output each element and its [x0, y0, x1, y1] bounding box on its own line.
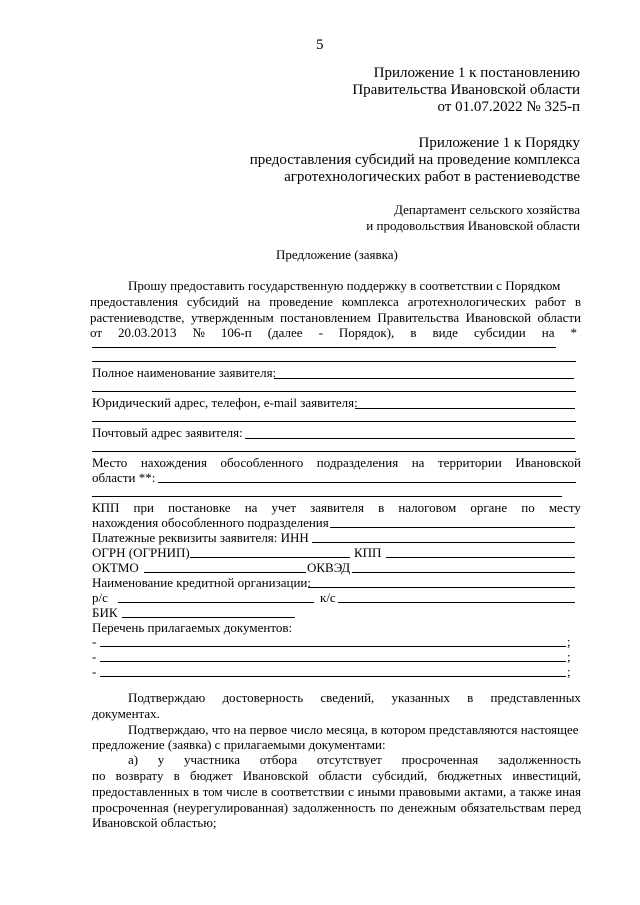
- intro-word: (далее: [267, 325, 303, 340]
- oktmo-label: ОКТМО: [92, 560, 139, 575]
- intro-line2: предоставления субсидий на проведение комплекса агротехнологических работ в: [90, 294, 581, 309]
- location-field[interactable]: [158, 482, 576, 483]
- confirm2-line1: Подтверждаю, что на первое число месяца, в котором представляются настоящее: [128, 722, 579, 737]
- location-word: Место: [92, 455, 128, 470]
- legal-address-field-line2[interactable]: [92, 421, 576, 422]
- confirm1-line2: документах.: [92, 706, 160, 721]
- kpp-word: постановке: [168, 500, 231, 515]
- okved-field[interactable]: [352, 572, 575, 573]
- kpp-subdivision-label-line1: [92, 500, 581, 515]
- item-a-word: у: [157, 752, 165, 767]
- bik-field[interactable]: [122, 617, 295, 618]
- item-a-line3: предоставленных в том числе в соответствии с иными правовыми актами, а также иная: [92, 784, 581, 799]
- intro-word: №: [192, 325, 205, 340]
- intro-word: -: [318, 325, 323, 340]
- kpp-word: при: [133, 500, 154, 515]
- legal-address-label: Юридический адрес, телефон, e-mail заявителя:: [92, 395, 358, 410]
- kpp-label: КПП: [354, 545, 382, 560]
- item-a-line5: Ивановской областью;: [92, 815, 217, 830]
- kpp-word: органе: [470, 500, 508, 515]
- location-word: территории: [438, 455, 502, 470]
- intro-word: на: [541, 325, 555, 340]
- item-a-word: просроченная: [401, 752, 479, 767]
- kpp-word: на: [244, 500, 258, 515]
- kpp-word: в: [378, 500, 385, 515]
- document-entry-field[interactable]: [100, 676, 566, 677]
- appendix-procedure-line3: агротехнологических работ в растениеводстве: [284, 169, 580, 185]
- item-a-line1: [128, 752, 581, 767]
- confirm1-line1: [128, 690, 581, 705]
- intro-word: 20.03.2013: [118, 325, 177, 340]
- legal-address-field[interactable]: [355, 408, 575, 409]
- location-field-line2[interactable]: [92, 496, 562, 497]
- intro-word: *: [570, 325, 577, 340]
- blank-line[interactable]: [92, 361, 576, 362]
- confirm1-word: представленных: [490, 690, 581, 705]
- item-a-word: отбора: [259, 752, 298, 767]
- location-label-line2: области **:: [92, 470, 156, 485]
- intro-word: от: [90, 325, 103, 340]
- addressee-line1: Департамент сельского хозяйства: [394, 202, 580, 217]
- intro-word: 106-п: [220, 325, 252, 340]
- bik-label: БИК: [92, 605, 118, 620]
- kpp-word: заявителя: [310, 500, 365, 515]
- kpp-word: учет: [271, 500, 297, 515]
- location-word: обособленного: [220, 455, 304, 470]
- kpp-word: по: [521, 500, 535, 515]
- full-name-field-line2[interactable]: [92, 391, 576, 392]
- intro-line3: растениеводстве, утвержденным постановлением Правительства Ивановской области: [90, 310, 581, 325]
- intro-line4: [90, 325, 577, 340]
- intro-word: субсидии: [473, 325, 526, 340]
- document-entry-field[interactable]: [100, 646, 566, 647]
- document-title: Предложение (заявка): [276, 247, 398, 262]
- item-a-word: участника: [183, 752, 241, 767]
- item-a-word: отсутствует: [316, 752, 382, 767]
- item-a-word: а): [128, 752, 139, 767]
- confirm1-word: достоверность: [222, 690, 304, 705]
- correspondent-account-label: к/с: [320, 590, 336, 605]
- ogrn-label: ОГРН (ОГРНИП): [92, 545, 190, 560]
- list-semicolon: ;: [567, 664, 571, 679]
- list-dash: -: [92, 664, 97, 679]
- confirm2-line2: предложение (заявка) с прилагаемыми документами:: [92, 737, 386, 752]
- document-entry-field[interactable]: [100, 661, 566, 662]
- location-word: подразделения: [316, 455, 399, 470]
- inn-field[interactable]: [312, 542, 575, 543]
- item-a-word: задолженность: [497, 752, 581, 767]
- list-dash: -: [92, 649, 97, 664]
- bank-name-field[interactable]: [308, 587, 575, 588]
- attached-documents-label: Перечень прилагаемых документов:: [92, 620, 293, 635]
- settlement-account-label: р/с: [92, 590, 108, 605]
- item-a-line4: просроченная (неурегулированная) задолженность по денежным обязательствам перед: [92, 800, 581, 815]
- confirm1-word: Подтверждаю: [128, 690, 206, 705]
- correspondent-account-field[interactable]: [338, 602, 575, 603]
- subsidy-purpose-line[interactable]: [92, 347, 556, 348]
- appendix-procedure-line1: Приложение 1 к Порядку: [418, 135, 580, 151]
- intro-word: Порядок),: [338, 325, 395, 340]
- kpp-word: налоговом: [398, 500, 457, 515]
- postal-address-field-line2[interactable]: [92, 451, 576, 452]
- appendix-resolution-line1: Приложение 1 к постановлению: [373, 65, 580, 81]
- ogrn-field[interactable]: [190, 557, 350, 558]
- confirm1-word: сведений,: [320, 690, 375, 705]
- oktmo-field[interactable]: [144, 572, 306, 573]
- bank-name-label: Наименование кредитной организации:: [92, 575, 311, 590]
- kpp-field[interactable]: [386, 557, 575, 558]
- appendix-resolution-line2: Правительства Ивановской области: [352, 82, 580, 98]
- appendix-resolution-line3: от 01.07.2022 № 325-п: [437, 99, 580, 115]
- intro-word: в: [410, 325, 417, 340]
- intro-word: виде: [432, 325, 458, 340]
- postal-address-field[interactable]: [245, 438, 575, 439]
- item-a-line2: по возврату в бюджет Ивановской области субсидий, бюджетных инвестиций,: [92, 768, 581, 783]
- payment-details-label: Платежные реквизиты заявителя: ИНН: [92, 530, 309, 545]
- kpp-word: месту: [548, 500, 581, 515]
- okved-label: ОКВЭД: [307, 560, 351, 575]
- full-name-field[interactable]: [274, 378, 574, 379]
- appendix-procedure-line2: предоставления субсидий на проведение комплекса: [249, 152, 580, 168]
- intro-line1: Прошу предоставить государственную поддержку в соответствии с Порядком: [128, 278, 561, 293]
- list-semicolon: ;: [567, 649, 571, 664]
- postal-address-label: Почтовый адрес заявителя:: [92, 425, 243, 440]
- list-semicolon: ;: [567, 634, 571, 649]
- settlement-account-field[interactable]: [118, 602, 314, 603]
- list-dash: -: [92, 634, 97, 649]
- full-name-label: Полное наименование заявителя:: [92, 365, 277, 380]
- location-word: нахождения: [140, 455, 207, 470]
- location-label-line1: [92, 455, 581, 470]
- kpp-subdivision-label-line2: нахождения обособленного подразделения: [92, 515, 329, 530]
- confirm1-word: в: [467, 690, 474, 705]
- location-word: на: [411, 455, 425, 470]
- addressee-line2: и продовольствия Ивановской области: [366, 218, 580, 233]
- kpp-word: КПП: [92, 500, 120, 515]
- confirm1-word: указанных: [391, 690, 450, 705]
- location-word: Ивановской: [515, 455, 581, 470]
- page-number: 5: [316, 37, 324, 53]
- kpp-subdivision-field[interactable]: [330, 527, 575, 528]
